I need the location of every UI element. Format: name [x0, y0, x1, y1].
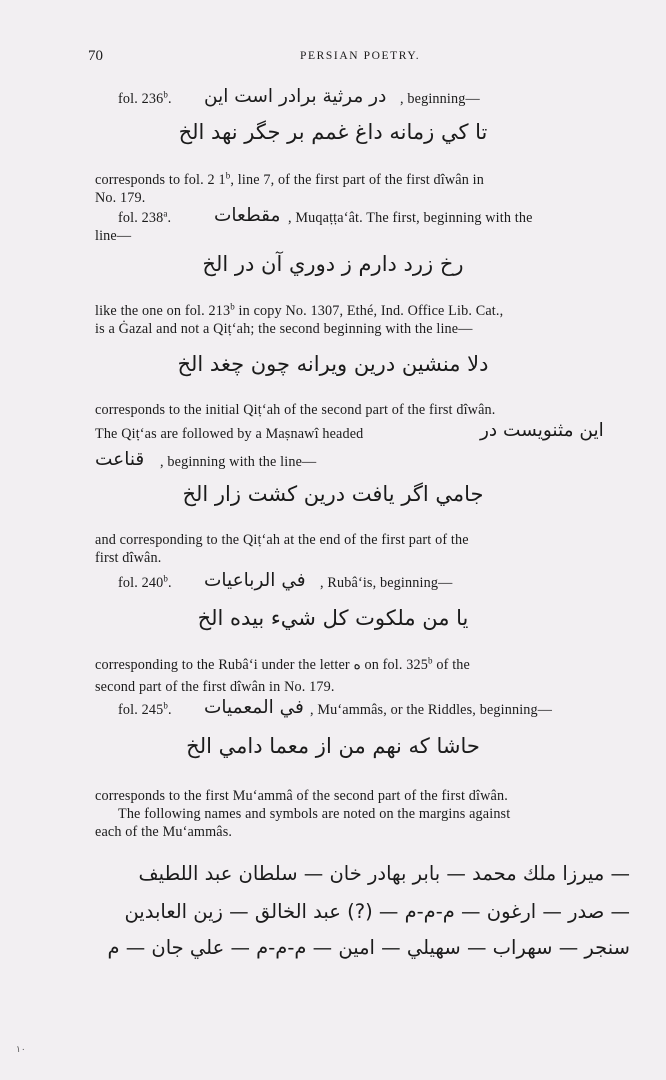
verse-line: يا من ملکوت کل شيء بيده الخ	[197, 606, 469, 630]
heading-tail: , Rubâ‘is, beginning—	[320, 575, 453, 591]
body-line: is a Ġazal and not a Qiṭ‘ah; the second beginning with the line—	[95, 321, 473, 337]
verse-line: حاشا که نهم من از معما دامي الخ	[186, 734, 480, 758]
running-title: PERSIAN POETRY.	[300, 50, 421, 62]
verse-line: جامي اگر يافت درين کشت زار الخ	[182, 482, 484, 506]
sup: b	[230, 301, 235, 312]
text: like the one on fol. 213	[95, 303, 231, 319]
arabic-heading: در مرثية برادر است اين	[204, 86, 387, 107]
body-line: The Qiṭ‘as are followed by a Maṣnawî headed	[95, 426, 364, 442]
inline-arabic: اين مثنويست در	[480, 420, 604, 441]
text: corresponding to the Rubâ‘i under the letter ه on fol. 325	[95, 657, 429, 673]
arabic-heading: مقطعات	[214, 205, 281, 226]
body-line: No. 179.	[95, 190, 146, 206]
inline-arabic: قناعت	[95, 449, 145, 470]
fol-label: fol. 240	[118, 575, 164, 591]
heading-tail: , Mu‘ammâs, or the Riddles, beginning—	[310, 702, 553, 718]
names-line: — ميرزا ملك محمد — بابر بهادر خان — سلطان عبد اللطيف	[138, 862, 630, 885]
sup: b	[428, 655, 433, 666]
fol-label: fol. 238	[118, 210, 164, 226]
body-line: corresponds to the first Mu‘ammâ of the second part of the first dîwân.	[95, 788, 508, 804]
fol-label: fol. 245	[118, 702, 164, 718]
fol-heading-238	[118, 209, 171, 227]
fol-sup: b	[163, 89, 168, 100]
verse-line: تا کي زمانه داغ غمم بر جگر نهد الخ	[178, 120, 488, 144]
arabic-heading: في الرباعيات	[204, 570, 306, 591]
names-line: سنجر — سهراب — سهيلي — امين — م-م-م — علي جان — م	[107, 936, 630, 959]
page-number: 70	[88, 48, 103, 64]
fol-sup: b	[163, 573, 168, 584]
body-line: corresponds to the initial Qiṭ‘ah of the second part of the first dîwân.	[95, 402, 496, 418]
body-line	[95, 171, 484, 189]
body-line: The following names and symbols are noted on the margins against	[118, 806, 511, 822]
heading-tail: , beginning—	[400, 91, 480, 107]
body-line: line—	[95, 228, 132, 244]
body-line: first dîwân.	[95, 550, 162, 566]
text: of the	[432, 657, 470, 673]
fol-sup: a	[163, 208, 168, 219]
arabic-heading: في المعميات	[204, 697, 304, 718]
verse-line: دلا منشين درين ويرانه چون چغد الخ	[177, 352, 489, 376]
verse-line: رخ زرد دارم ز دوري آن در الخ	[202, 252, 464, 276]
footer-mark: ١٠	[16, 1044, 26, 1054]
text: in copy No. 1307, Ethé, Ind. Office Lib. Cat.,	[234, 303, 504, 319]
body-line	[95, 302, 503, 320]
body-line: , beginning with the line—	[160, 454, 317, 470]
fol-sup: b	[163, 700, 168, 711]
text: , line 7, of the first part of the first dîwân in	[230, 172, 484, 188]
sup: b	[225, 170, 231, 181]
names-line: — صدر — ارغون — م-م-م — (?) عبد الخالق — زين العابدين	[124, 900, 630, 923]
body-line: and corresponding to the Qiṭ‘ah at the end of the first part of the	[95, 532, 469, 548]
body-line: second part of the first dîwân in No. 179.	[95, 679, 335, 695]
fol-heading-240	[118, 574, 172, 592]
fol-dot: .	[168, 702, 172, 718]
fol-heading-245	[118, 701, 172, 719]
fol-dot: .	[168, 91, 172, 107]
fol-label: fol. 236	[118, 91, 164, 107]
fol-dot: .	[167, 210, 172, 226]
fol-dot: .	[168, 575, 172, 591]
text: corresponds to fol. 2 1	[95, 172, 226, 188]
fol-heading-236	[118, 90, 172, 108]
body-line: each of the Mu‘ammâs.	[95, 824, 233, 840]
body-line	[95, 656, 470, 674]
heading-tail: , Muqaṭṭa‘ât. The first, beginning with the	[288, 210, 533, 226]
